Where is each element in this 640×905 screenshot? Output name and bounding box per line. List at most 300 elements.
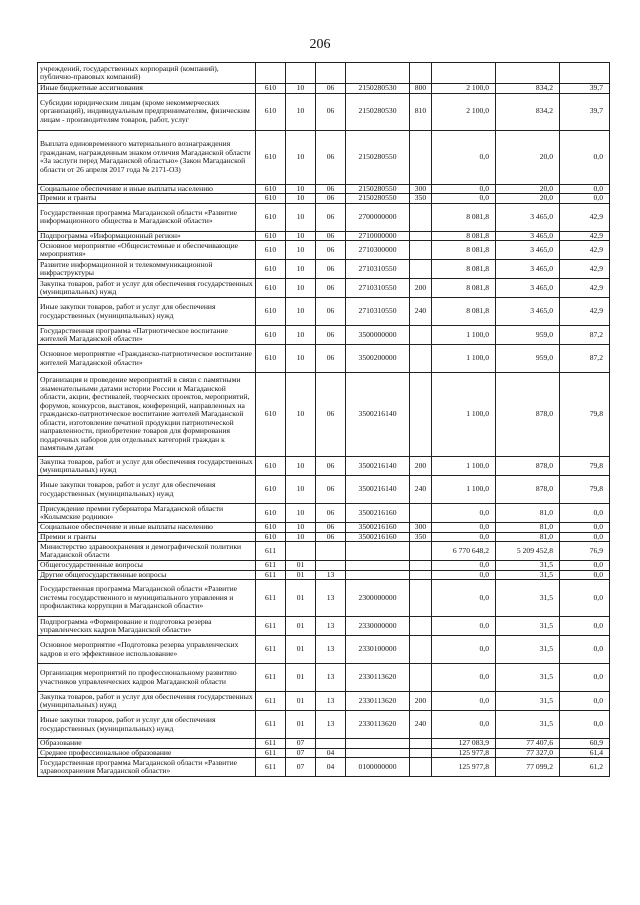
section-code-cell: 01	[286, 580, 316, 617]
ministry-code-cell: 611	[256, 739, 286, 749]
row-name-cell: Подпрограмма «Формирование и подготовка резерва управленческих кадров Магаданской области»	[38, 617, 256, 636]
row-name-cell: Закупка товаров, работ и услуг для обеспечения государственных (муниципальных) нужд	[38, 279, 256, 298]
section-code-cell: 10	[286, 130, 316, 184]
table-row	[38, 758, 610, 777]
subsection-code-cell: 06	[316, 279, 346, 298]
expense-type-cell	[410, 580, 432, 617]
section-code-cell: 01	[286, 570, 316, 580]
table-row	[38, 84, 610, 94]
section-code-cell: 10	[286, 532, 316, 542]
ministry-code-cell: 611	[256, 542, 286, 561]
subsection-code-cell: 06	[316, 504, 346, 523]
ministry-code-cell: 610	[256, 260, 286, 279]
plan-amount-cell: 0,0	[432, 184, 496, 194]
plan-amount-cell: 127 083,9	[432, 739, 496, 749]
fact-amount-cell: 3 465,0	[496, 298, 560, 326]
percent-cell: 42,9	[560, 260, 610, 279]
table-row	[38, 130, 610, 184]
ministry-code-cell: 610	[256, 279, 286, 298]
expense-type-cell	[410, 739, 432, 749]
expense-type-cell: 200	[410, 279, 432, 298]
subsection-code-cell: 06	[316, 93, 346, 130]
plan-amount-cell: 0,0	[432, 636, 496, 664]
fact-amount-cell: 31,5	[496, 617, 560, 636]
target-code-cell: 2330113620	[346, 664, 410, 692]
plan-amount-cell: 125 977,8	[432, 748, 496, 758]
subsection-code-cell: 06	[316, 84, 346, 94]
plan-amount-cell: 0,0	[432, 130, 496, 184]
fact-amount-cell: 878,0	[496, 476, 560, 504]
section-code-cell: 01	[286, 636, 316, 664]
section-code-cell: 10	[286, 457, 316, 476]
plan-amount-cell: 1 100,0	[432, 373, 496, 457]
expense-type-cell	[410, 758, 432, 777]
target-code-cell: 2150280550	[346, 194, 410, 204]
target-code-cell: 0100000000	[346, 758, 410, 777]
fact-amount-cell	[496, 63, 560, 84]
expense-type-cell	[410, 203, 432, 231]
target-code-cell	[346, 561, 410, 571]
row-name-cell: Премии и гранты	[38, 194, 256, 204]
expense-type-cell	[410, 617, 432, 636]
percent-cell: 60,9	[560, 739, 610, 749]
subsection-code-cell	[316, 561, 346, 571]
section-code-cell: 10	[286, 298, 316, 326]
table-row	[38, 203, 610, 231]
percent-cell: 87,2	[560, 326, 610, 345]
ministry-code-cell: 611	[256, 664, 286, 692]
section-code-cell: 10	[286, 93, 316, 130]
fact-amount-cell: 31,5	[496, 692, 560, 711]
ministry-code-cell: 611	[256, 748, 286, 758]
percent-cell: 79,8	[560, 457, 610, 476]
target-code-cell: 3500000000	[346, 326, 410, 345]
plan-amount-cell: 0,0	[432, 504, 496, 523]
subsection-code-cell: 06	[316, 298, 346, 326]
percent-cell: 0,0	[560, 580, 610, 617]
row-name-cell: Другие общегосударственные вопросы	[38, 570, 256, 580]
subsection-code-cell: 06	[316, 373, 346, 457]
target-code-cell: 2150280550	[346, 184, 410, 194]
subsection-code-cell: 13	[316, 664, 346, 692]
target-code-cell: 3500216160	[346, 532, 410, 542]
plan-amount-cell: 0,0	[432, 711, 496, 739]
ministry-code-cell	[256, 63, 286, 84]
percent-cell: 0,0	[560, 184, 610, 194]
ministry-code-cell: 611	[256, 617, 286, 636]
row-name-cell: учреждений, государственных корпораций (компаний), публично-правовых компаний)	[38, 63, 256, 84]
target-code-cell: 3500216140	[346, 373, 410, 457]
percent-cell: 0,0	[560, 570, 610, 580]
row-name-cell: Иные закупки товаров, работ и услуг для обеспечения государственных (муниципальных) нужд	[38, 711, 256, 739]
row-name-cell: Иные закупки товаров, работ и услуг для обеспечения государственных (муниципальных) нужд	[38, 298, 256, 326]
table-row	[38, 636, 610, 664]
plan-amount-cell	[432, 63, 496, 84]
plan-amount-cell: 8 081,8	[432, 279, 496, 298]
ministry-code-cell: 611	[256, 580, 286, 617]
page-number: 206	[309, 37, 331, 52]
table-row	[38, 326, 610, 345]
ministry-code-cell: 610	[256, 231, 286, 241]
section-code-cell: 10	[286, 476, 316, 504]
ministry-code-cell: 610	[256, 504, 286, 523]
plan-amount-cell: 0,0	[432, 523, 496, 533]
fact-amount-cell: 3 465,0	[496, 241, 560, 260]
plan-amount-cell: 0,0	[432, 617, 496, 636]
fact-amount-cell: 77 327,0	[496, 748, 560, 758]
target-code-cell: 2710300000	[346, 241, 410, 260]
percent-cell: 61,4	[560, 748, 610, 758]
target-code-cell: 3500216140	[346, 476, 410, 504]
row-name-cell: Развитие информационной и телекоммуникационной инфраструктуры	[38, 260, 256, 279]
fact-amount-cell: 3 465,0	[496, 203, 560, 231]
section-code-cell	[286, 63, 316, 84]
percent-cell: 0,0	[560, 532, 610, 542]
expense-type-cell	[410, 561, 432, 571]
target-code-cell	[346, 542, 410, 561]
fact-amount-cell: 878,0	[496, 373, 560, 457]
row-name-cell: Выплата единовременного материального вознаграждения гражданам, награжденным знаком отличия Магаданской области «За заслуги перед Магаданской областью» (Закон Магаданской области от 26 апреля 2017 года № 2171-ОЗ)	[38, 130, 256, 184]
ministry-code-cell: 610	[256, 373, 286, 457]
plan-amount-cell: 0,0	[432, 194, 496, 204]
ministry-code-cell: 611	[256, 570, 286, 580]
target-code-cell: 2700000000	[346, 203, 410, 231]
expense-type-cell	[410, 130, 432, 184]
percent-cell: 79,8	[560, 373, 610, 457]
table-row	[38, 184, 610, 194]
target-code-cell: 2150280530	[346, 84, 410, 94]
expense-type-cell	[410, 636, 432, 664]
subsection-code-cell: 06	[316, 345, 346, 373]
target-code-cell: 2710310550	[346, 298, 410, 326]
section-code-cell: 10	[286, 279, 316, 298]
target-code-cell: 3500216160	[346, 523, 410, 533]
row-name-cell: Подпрограмма «Информационный регион»	[38, 231, 256, 241]
percent-cell: 0,0	[560, 664, 610, 692]
row-name-cell: Государственная программа Магаданской области «Развитие здравоохранения Магаданской области»	[38, 758, 256, 777]
expense-type-cell: 240	[410, 298, 432, 326]
row-name-cell: Государственная программа Магаданской области «Развитие системы государственного и муниципального управления и профилактика коррупции в Магаданской области»	[38, 580, 256, 617]
section-code-cell: 10	[286, 504, 316, 523]
table-row	[38, 345, 610, 373]
section-code-cell: 10	[286, 326, 316, 345]
row-name-cell: Министерство здравоохранения и демографической политики Магаданской области	[38, 542, 256, 561]
percent-cell: 42,9	[560, 298, 610, 326]
ministry-code-cell: 610	[256, 194, 286, 204]
target-code-cell	[346, 748, 410, 758]
table-row	[38, 457, 610, 476]
plan-amount-cell: 8 081,8	[432, 298, 496, 326]
plan-amount-cell: 0,0	[432, 664, 496, 692]
fact-amount-cell: 81,0	[496, 523, 560, 533]
target-code-cell	[346, 570, 410, 580]
table-row	[38, 532, 610, 542]
fact-amount-cell: 5 209 452,8	[496, 542, 560, 561]
ministry-code-cell: 610	[256, 476, 286, 504]
section-code-cell: 07	[286, 758, 316, 777]
percent-cell	[560, 63, 610, 84]
subsection-code-cell: 06	[316, 457, 346, 476]
table-row	[38, 63, 610, 84]
row-name-cell: Субсидии юридическим лицам (кроме некоммерческих организаций), индивидуальным предпринимателям, физическим лицам - производителям товаров, работ, услуг	[38, 93, 256, 130]
row-name-cell: Премии и гранты	[38, 532, 256, 542]
subsection-code-cell: 06	[316, 241, 346, 260]
subsection-code-cell: 13	[316, 580, 346, 617]
section-code-cell: 10	[286, 184, 316, 194]
plan-amount-cell: 8 081,8	[432, 231, 496, 241]
table-row	[38, 580, 610, 617]
plan-amount-cell: 1 100,0	[432, 457, 496, 476]
fact-amount-cell: 77 099,2	[496, 758, 560, 777]
target-code-cell: 2710310550	[346, 260, 410, 279]
table-row	[38, 739, 610, 749]
subsection-code-cell: 06	[316, 194, 346, 204]
percent-cell: 0,0	[560, 561, 610, 571]
subsection-code-cell	[316, 739, 346, 749]
fact-amount-cell: 81,0	[496, 532, 560, 542]
percent-cell: 0,0	[560, 617, 610, 636]
table-row	[38, 279, 610, 298]
plan-amount-cell: 6 770 648,2	[432, 542, 496, 561]
expense-type-cell	[410, 664, 432, 692]
plan-amount-cell: 8 081,8	[432, 241, 496, 260]
expense-type-cell	[410, 542, 432, 561]
percent-cell: 0,0	[560, 130, 610, 184]
row-name-cell: Закупка товаров, работ и услуг для обеспечения государственных (муниципальных) нужд	[38, 457, 256, 476]
subsection-code-cell: 04	[316, 748, 346, 758]
ministry-code-cell: 610	[256, 345, 286, 373]
section-code-cell: 10	[286, 231, 316, 241]
ministry-code-cell: 610	[256, 326, 286, 345]
section-code-cell: 07	[286, 739, 316, 749]
fact-amount-cell: 3 465,0	[496, 279, 560, 298]
expense-type-cell	[410, 260, 432, 279]
target-code-cell: 2330100000	[346, 636, 410, 664]
expense-type-cell	[410, 231, 432, 241]
fact-amount-cell: 81,0	[496, 504, 560, 523]
ministry-code-cell: 611	[256, 561, 286, 571]
percent-cell: 39,7	[560, 93, 610, 130]
expense-type-cell: 350	[410, 194, 432, 204]
section-code-cell: 10	[286, 523, 316, 533]
table-row	[38, 542, 610, 561]
table-body	[38, 63, 610, 777]
table-row	[38, 93, 610, 130]
expense-type-cell: 240	[410, 476, 432, 504]
expense-type-cell: 200	[410, 457, 432, 476]
subsection-code-cell: 06	[316, 260, 346, 279]
fact-amount-cell: 20,0	[496, 130, 560, 184]
row-name-cell: Основное мероприятие «Подготовка резерва управленческих кадров и его эффективное использование»	[38, 636, 256, 664]
table-row	[38, 523, 610, 533]
target-code-cell: 2710310550	[346, 279, 410, 298]
row-name-cell: Организация и проведение мероприятий в связи с памятными знаменательными датами истории России и Магаданской области, акции, фестивалей, творческих проектов, мероприятий, форумов, конкурсов, выставок, конференций, направленных на гражданско-патриотическое воспитание жителей Магаданской области, изготовление печатной продукции патриотической направленности, приобретение товаров для формирования подарочных наборов для отдельных категорий граждан к памятным датам	[38, 373, 256, 457]
section-code-cell: 01	[286, 664, 316, 692]
table-row	[38, 298, 610, 326]
subsection-code-cell: 13	[316, 617, 346, 636]
expense-type-cell	[410, 326, 432, 345]
table-row	[38, 194, 610, 204]
ministry-code-cell: 610	[256, 298, 286, 326]
percent-cell: 42,9	[560, 279, 610, 298]
percent-cell: 87,2	[560, 345, 610, 373]
table-row	[38, 561, 610, 571]
subsection-code-cell: 13	[316, 570, 346, 580]
subsection-code-cell: 04	[316, 758, 346, 777]
target-code-cell: 2330000000	[346, 617, 410, 636]
ministry-code-cell: 610	[256, 523, 286, 533]
section-code-cell: 01	[286, 692, 316, 711]
row-name-cell: Общегосударственные вопросы	[38, 561, 256, 571]
plan-amount-cell: 0,0	[432, 532, 496, 542]
ministry-code-cell: 611	[256, 711, 286, 739]
percent-cell: 42,9	[560, 241, 610, 260]
fact-amount-cell: 3 465,0	[496, 231, 560, 241]
subsection-code-cell: 06	[316, 130, 346, 184]
plan-amount-cell: 1 100,0	[432, 345, 496, 373]
fact-amount-cell: 834,2	[496, 93, 560, 130]
row-name-cell: Иные закупки товаров, работ и услуг для обеспечения государственных (муниципальных) нужд	[38, 476, 256, 504]
plan-amount-cell: 8 081,8	[432, 203, 496, 231]
plan-amount-cell: 1 100,0	[432, 326, 496, 345]
percent-cell: 76,9	[560, 542, 610, 561]
row-name-cell: Социальное обеспечение и иные выплаты населению	[38, 184, 256, 194]
expense-type-cell: 300	[410, 523, 432, 533]
target-code-cell: 2150280550	[346, 130, 410, 184]
subsection-code-cell: 13	[316, 692, 346, 711]
plan-amount-cell: 2 100,0	[432, 93, 496, 130]
subsection-code-cell: 06	[316, 184, 346, 194]
fact-amount-cell: 31,5	[496, 664, 560, 692]
ministry-code-cell: 610	[256, 203, 286, 231]
subsection-code-cell: 06	[316, 532, 346, 542]
ministry-code-cell: 610	[256, 532, 286, 542]
plan-amount-cell: 0,0	[432, 561, 496, 571]
fact-amount-cell: 77 407,6	[496, 739, 560, 749]
row-name-cell: Государственная программа «Патриотическое воспитание жителей Магаданской области»	[38, 326, 256, 345]
subsection-code-cell: 06	[316, 476, 346, 504]
expense-type-cell: 800	[410, 84, 432, 94]
target-code-cell	[346, 63, 410, 84]
table-row	[38, 260, 610, 279]
row-name-cell: Организация мероприятий по профессиональному развитию участников управленческих кадров Магаданской области	[38, 664, 256, 692]
table-row	[38, 748, 610, 758]
section-code-cell: 10	[286, 241, 316, 260]
percent-cell: 0,0	[560, 636, 610, 664]
row-name-cell: Образование	[38, 739, 256, 749]
percent-cell: 0,0	[560, 504, 610, 523]
table-row	[38, 664, 610, 692]
fact-amount-cell: 20,0	[496, 194, 560, 204]
target-code-cell: 2710000000	[346, 231, 410, 241]
subsection-code-cell: 06	[316, 231, 346, 241]
percent-cell: 61,2	[560, 758, 610, 777]
subsection-code-cell: 06	[316, 203, 346, 231]
expense-type-cell	[410, 63, 432, 84]
budget-table	[37, 62, 610, 777]
fact-amount-cell: 31,5	[496, 711, 560, 739]
plan-amount-cell: 1 100,0	[432, 476, 496, 504]
section-code-cell: 10	[286, 203, 316, 231]
target-code-cell: 3500216160	[346, 504, 410, 523]
section-code-cell: 07	[286, 748, 316, 758]
target-code-cell: 2300000000	[346, 580, 410, 617]
fact-amount-cell: 959,0	[496, 345, 560, 373]
ministry-code-cell: 610	[256, 241, 286, 260]
ministry-code-cell: 611	[256, 758, 286, 777]
row-name-cell: Иные бюджетные ассигнования	[38, 84, 256, 94]
plan-amount-cell: 2 100,0	[432, 84, 496, 94]
expense-type-cell: 300	[410, 184, 432, 194]
target-code-cell: 2330113620	[346, 711, 410, 739]
subsection-code-cell: 06	[316, 326, 346, 345]
subsection-code-cell	[316, 63, 346, 84]
percent-cell: 42,9	[560, 203, 610, 231]
fact-amount-cell: 878,0	[496, 457, 560, 476]
target-code-cell: 3500200000	[346, 345, 410, 373]
table-row	[38, 241, 610, 260]
target-code-cell: 2150280530	[346, 93, 410, 130]
subsection-code-cell: 06	[316, 523, 346, 533]
fact-amount-cell: 834,2	[496, 84, 560, 94]
expense-type-cell: 810	[410, 93, 432, 130]
target-code-cell	[346, 739, 410, 749]
expense-type-cell	[410, 373, 432, 457]
fact-amount-cell: 3 465,0	[496, 260, 560, 279]
row-name-cell: Среднее профессиональное образование	[38, 748, 256, 758]
subsection-code-cell	[316, 542, 346, 561]
fact-amount-cell: 31,5	[496, 561, 560, 571]
plan-amount-cell: 125 977,8	[432, 758, 496, 777]
section-code-cell: 10	[286, 84, 316, 94]
row-name-cell: Закупка товаров, работ и услуг для обеспечения государственных (муниципальных) нужд	[38, 692, 256, 711]
expense-type-cell	[410, 570, 432, 580]
expense-type-cell: 350	[410, 532, 432, 542]
table-row	[38, 711, 610, 739]
ministry-code-cell: 610	[256, 93, 286, 130]
percent-cell: 79,8	[560, 476, 610, 504]
percent-cell: 0,0	[560, 692, 610, 711]
plan-amount-cell: 0,0	[432, 570, 496, 580]
expense-type-cell	[410, 504, 432, 523]
subsection-code-cell: 13	[316, 636, 346, 664]
ministry-code-cell: 611	[256, 636, 286, 664]
fact-amount-cell: 959,0	[496, 326, 560, 345]
expense-type-cell	[410, 748, 432, 758]
table-row	[38, 617, 610, 636]
section-code-cell: 01	[286, 711, 316, 739]
percent-cell: 0,0	[560, 194, 610, 204]
ministry-code-cell: 610	[256, 130, 286, 184]
fact-amount-cell: 31,5	[496, 580, 560, 617]
ministry-code-cell: 611	[256, 692, 286, 711]
row-name-cell: Основное мероприятие «Гражданско-патриотическое воспитание жителей Магаданской области»	[38, 345, 256, 373]
fact-amount-cell: 31,5	[496, 570, 560, 580]
expense-type-cell	[410, 241, 432, 260]
row-name-cell: Социальное обеспечение и иные выплаты населению	[38, 523, 256, 533]
table-row	[38, 504, 610, 523]
row-name-cell: Государственная программа Магаданской области «Развитие информационного общества в Магаданской области»	[38, 203, 256, 231]
section-code-cell: 10	[286, 260, 316, 279]
table-row	[38, 373, 610, 457]
plan-amount-cell: 0,0	[432, 580, 496, 617]
target-code-cell: 2330113620	[346, 692, 410, 711]
subsection-code-cell: 13	[316, 711, 346, 739]
row-name-cell: Присуждение премии губернатора Магаданской области «Колымские родники»	[38, 504, 256, 523]
table-row	[38, 476, 610, 504]
fact-amount-cell: 20,0	[496, 184, 560, 194]
section-code-cell: 10	[286, 194, 316, 204]
